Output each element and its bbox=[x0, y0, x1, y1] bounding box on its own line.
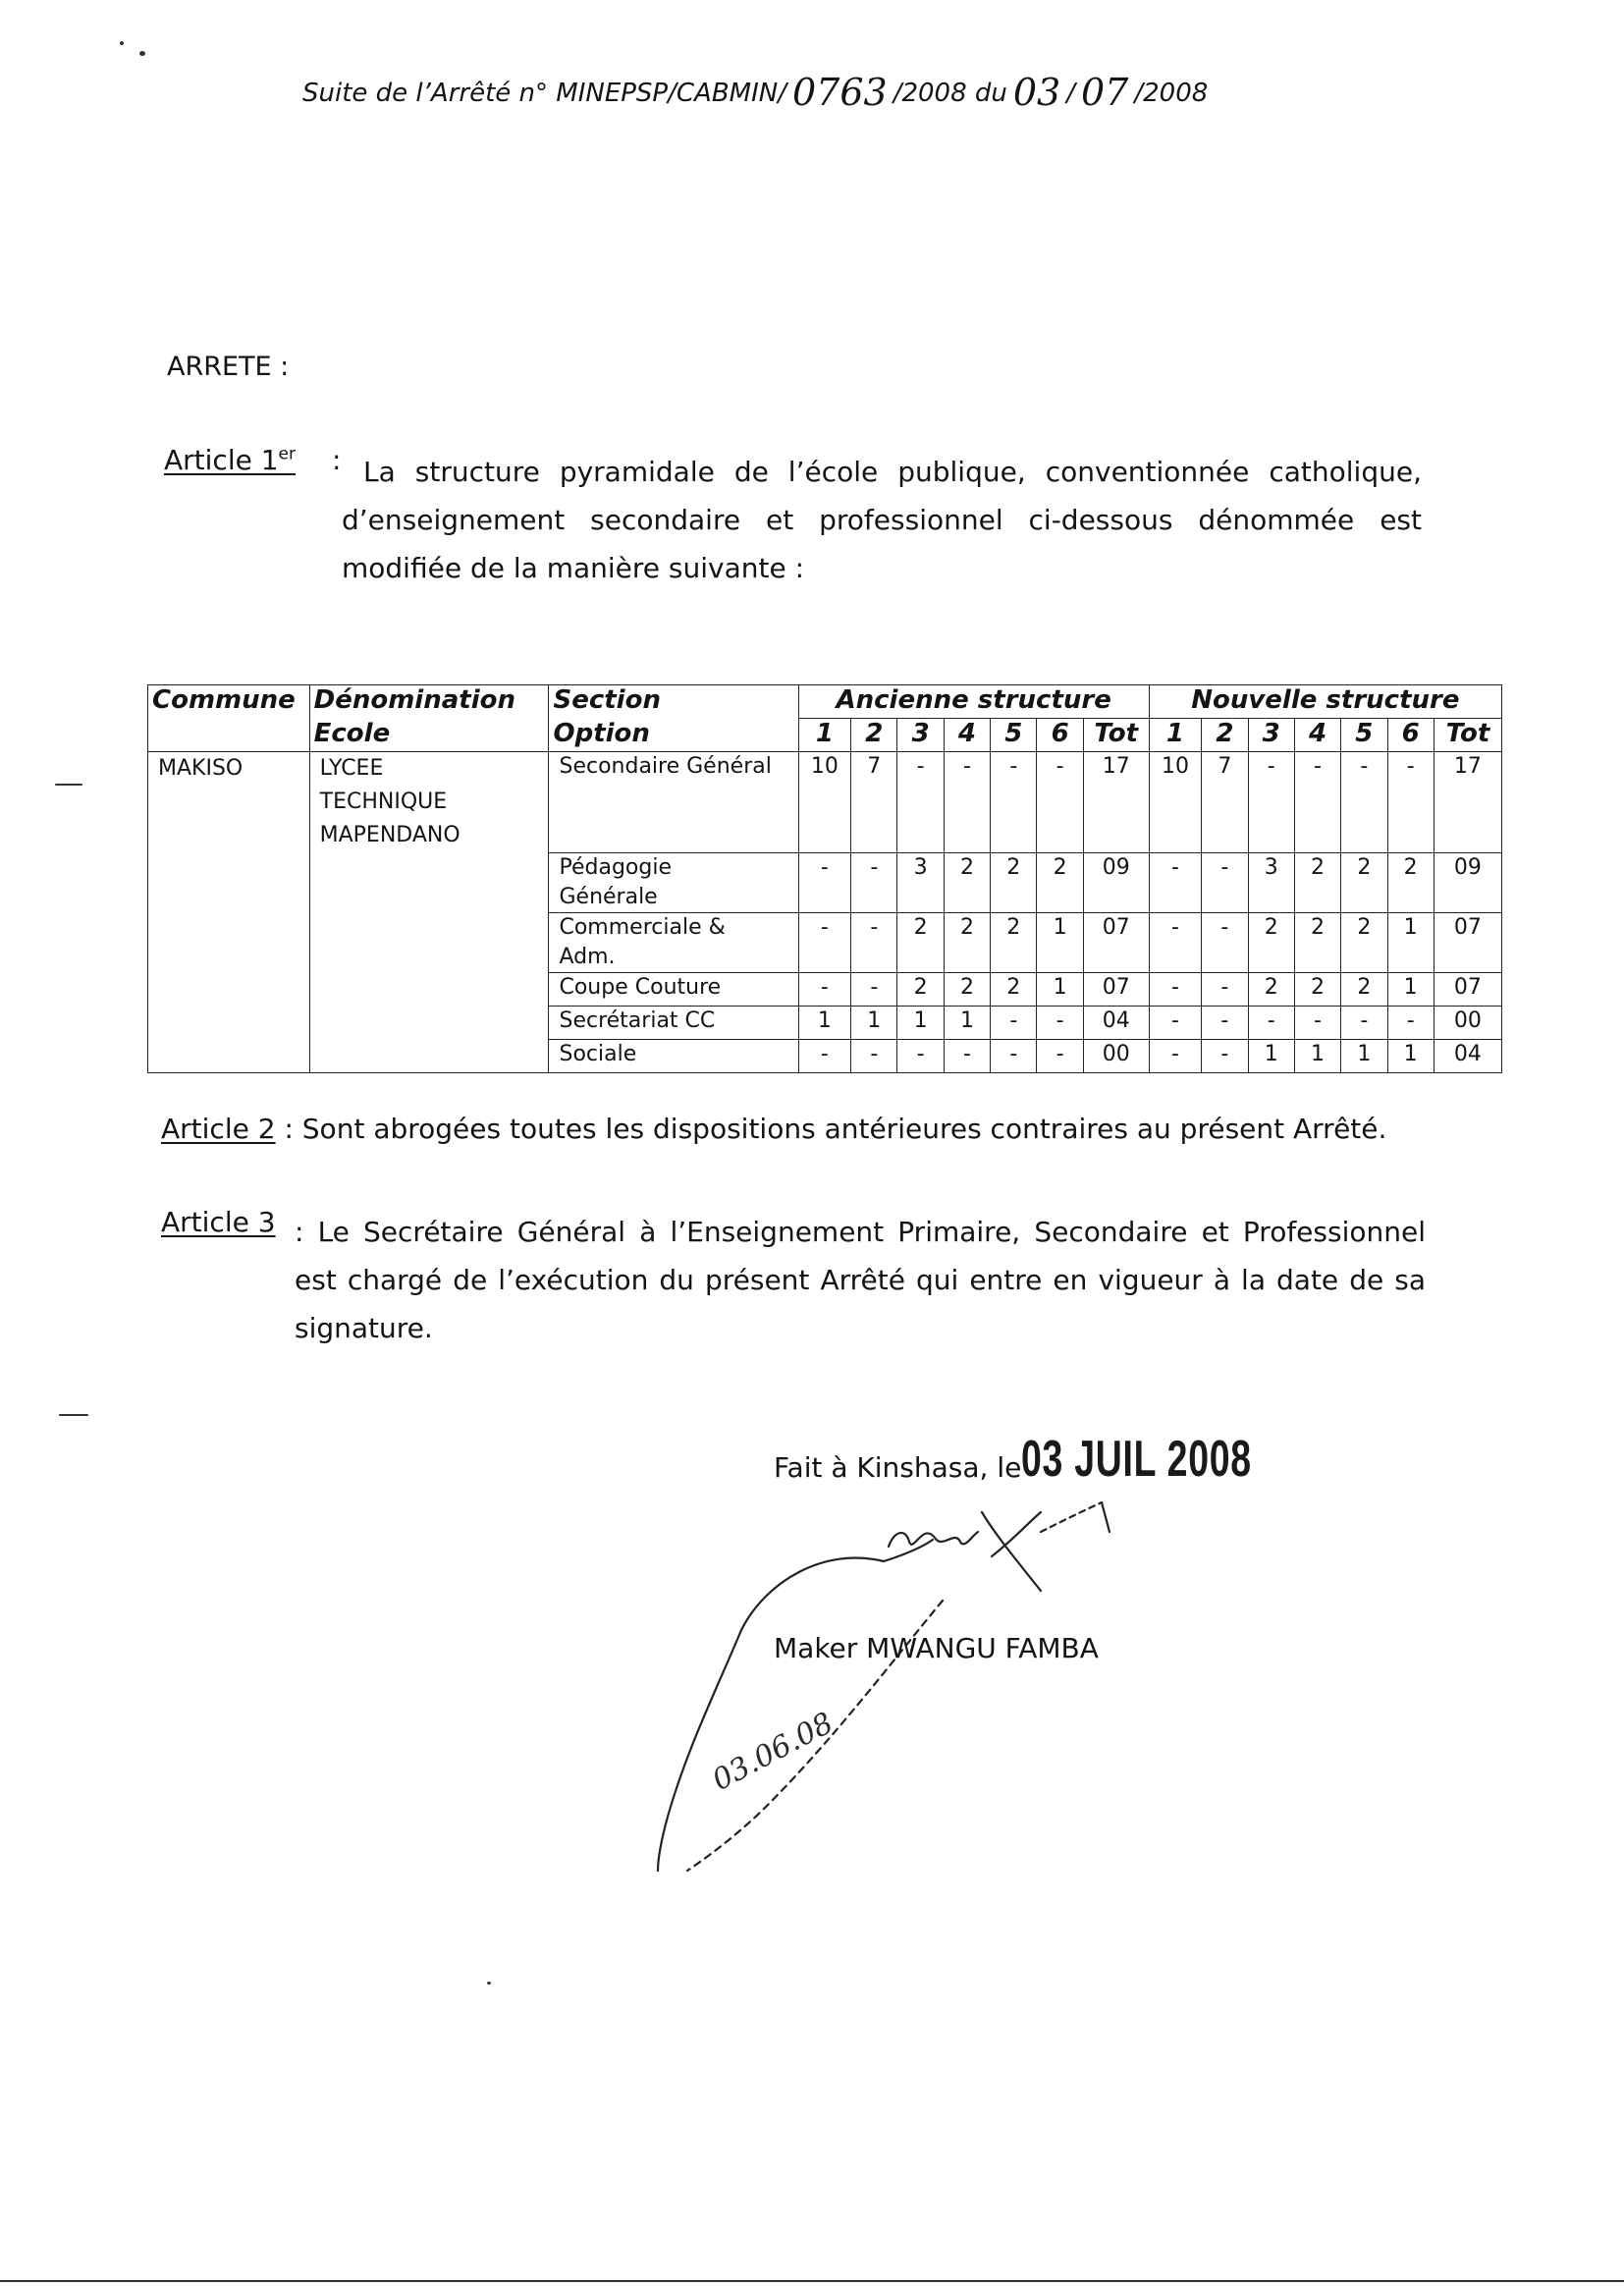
section-line: Pédagogie bbox=[559, 854, 672, 880]
value-cell: - bbox=[1149, 972, 1202, 1006]
value-cell: 1 bbox=[1037, 972, 1083, 1006]
header-col: 6 bbox=[1037, 719, 1083, 752]
value-cell: - bbox=[1202, 972, 1248, 1006]
header-ancienne-structure: Ancienne structure bbox=[798, 685, 1149, 719]
section-cell bbox=[549, 972, 798, 1006]
header-prefix: Suite de l’Arrêté n° MINEPSP/CABMIN/ bbox=[302, 79, 786, 108]
value-cell: 2 bbox=[944, 912, 990, 972]
value-cell: 7 bbox=[1202, 752, 1248, 853]
header-col: 3 bbox=[897, 719, 944, 752]
section-line: Secondaire Général bbox=[559, 754, 772, 779]
value-cell: 1 bbox=[1037, 912, 1083, 972]
table-header-row bbox=[148, 685, 1502, 719]
section-line: Secrétariat CC bbox=[559, 1007, 716, 1033]
value-cell: - bbox=[991, 752, 1037, 853]
ecole-cell bbox=[309, 1006, 549, 1039]
value-cell: 3 bbox=[1248, 852, 1294, 912]
value-cell: 1 bbox=[851, 1006, 897, 1039]
commune-cell bbox=[148, 1006, 310, 1039]
date-stamp: 03 JUIL 2008 bbox=[1021, 1431, 1252, 1488]
value-cell: 2 bbox=[1294, 852, 1340, 912]
value-cell: 1 bbox=[1341, 1039, 1387, 1072]
header-col: 4 bbox=[1294, 719, 1340, 752]
signature-scribble-icon bbox=[648, 1493, 1159, 1905]
value-cell: 00 bbox=[1434, 1006, 1501, 1039]
section-line: Sociale bbox=[559, 1041, 637, 1066]
value-cell: - bbox=[944, 752, 990, 853]
table-body bbox=[148, 752, 1502, 1073]
section-cell bbox=[549, 912, 798, 972]
header-col: 2 bbox=[851, 719, 897, 752]
header-col: 1 bbox=[798, 719, 851, 752]
value-cell: 3 bbox=[897, 852, 944, 912]
value-cell: 17 bbox=[1083, 752, 1149, 853]
value-cell: 1 bbox=[944, 1006, 990, 1039]
value-cell: 07 bbox=[1083, 972, 1149, 1006]
value-cell: - bbox=[798, 852, 851, 912]
header-nouvelle-structure: Nouvelle structure bbox=[1149, 685, 1501, 719]
value-cell: 00 bbox=[1083, 1039, 1149, 1072]
header-col: 4 bbox=[944, 719, 990, 752]
value-cell: - bbox=[851, 972, 897, 1006]
value-cell: - bbox=[1037, 1006, 1083, 1039]
header-denomination: Dénomination bbox=[309, 685, 549, 719]
value-cell: 1 bbox=[1387, 1039, 1434, 1072]
article1-text: La structure pyramidale de l’école publique, conventionnée catholique, d’enseignement secondaire et professionnel ci-dessous dénommée est modifiée de la manière suivante : bbox=[342, 456, 1422, 584]
value-cell: 2 bbox=[1341, 852, 1387, 912]
header-day: 03 bbox=[1012, 71, 1061, 114]
value-cell: 1 bbox=[1294, 1039, 1340, 1072]
value-cell: - bbox=[944, 1039, 990, 1072]
article1-colon: : bbox=[332, 444, 342, 476]
section-cell bbox=[549, 852, 798, 912]
article1-label bbox=[164, 444, 296, 476]
header-year: /2008 bbox=[1134, 79, 1209, 108]
header-col: 2 bbox=[1202, 719, 1248, 752]
value-cell: - bbox=[1202, 912, 1248, 972]
header-sep: / bbox=[1066, 79, 1075, 108]
value-cell: 2 bbox=[1037, 852, 1083, 912]
article1-label-text: Article 1 bbox=[164, 444, 279, 476]
value-cell: 2 bbox=[1294, 972, 1340, 1006]
value-cell: 07 bbox=[1434, 972, 1501, 1006]
value-cell: 04 bbox=[1434, 1039, 1501, 1072]
arrete-heading: ARRETE : bbox=[167, 352, 290, 382]
value-cell: 04 bbox=[1083, 1006, 1149, 1039]
value-cell: 2 bbox=[897, 912, 944, 972]
ecole-cell bbox=[309, 852, 549, 912]
scan-speck bbox=[487, 1982, 491, 1985]
value-cell: 1 bbox=[1387, 912, 1434, 972]
header-col: Tot bbox=[1434, 719, 1501, 752]
value-cell: - bbox=[851, 852, 897, 912]
value-cell: - bbox=[991, 1006, 1037, 1039]
commune-cell bbox=[148, 1039, 310, 1072]
value-cell: 2 bbox=[1341, 912, 1387, 972]
section-line: Adm. bbox=[559, 944, 616, 969]
value-cell: - bbox=[851, 912, 897, 972]
page-bottom-rule bbox=[0, 2280, 1624, 2282]
value-cell: 1 bbox=[798, 1006, 851, 1039]
header-commune-cont bbox=[148, 719, 310, 752]
value-cell: 07 bbox=[1434, 912, 1501, 972]
commune-cell: MAKISO bbox=[148, 752, 310, 853]
value-cell: - bbox=[798, 972, 851, 1006]
value-cell: 2 bbox=[1387, 852, 1434, 912]
header-reference bbox=[302, 71, 1208, 114]
header-section: Section bbox=[549, 685, 798, 719]
value-cell: 2 bbox=[1248, 972, 1294, 1006]
table-subheader-row bbox=[148, 719, 1502, 752]
scan-speck bbox=[139, 51, 145, 56]
value-cell: 2 bbox=[944, 972, 990, 1006]
scan-speck bbox=[55, 784, 82, 786]
table-row bbox=[148, 1006, 1502, 1039]
value-cell: - bbox=[1149, 1039, 1202, 1072]
value-cell: - bbox=[1037, 752, 1083, 853]
value-cell: 17 bbox=[1434, 752, 1501, 853]
value-cell: - bbox=[1341, 1006, 1387, 1039]
header-col: 5 bbox=[991, 719, 1037, 752]
value-cell: - bbox=[851, 1039, 897, 1072]
signature-date: 03.06.08 bbox=[707, 1706, 839, 1798]
header-number: 0763 bbox=[791, 71, 888, 114]
value-cell: - bbox=[1202, 1006, 1248, 1039]
value-cell: 7 bbox=[851, 752, 897, 853]
ecole-cell bbox=[309, 752, 549, 853]
scan-speck bbox=[120, 41, 124, 45]
header-col: 1 bbox=[1149, 719, 1202, 752]
header-month: 07 bbox=[1081, 71, 1129, 114]
value-cell: - bbox=[1202, 852, 1248, 912]
value-cell: - bbox=[897, 752, 944, 853]
ecole-line: TECHNIQUE bbox=[319, 789, 448, 814]
commune-cell bbox=[148, 912, 310, 972]
header-col: 6 bbox=[1387, 719, 1434, 752]
ecole-cell bbox=[309, 1039, 549, 1072]
article3-label: Article 3 bbox=[161, 1206, 276, 1238]
value-cell: 1 bbox=[1387, 972, 1434, 1006]
value-cell: 09 bbox=[1434, 852, 1501, 912]
scan-speck bbox=[59, 1414, 88, 1416]
table-row bbox=[148, 752, 1502, 853]
value-cell: 1 bbox=[1248, 1039, 1294, 1072]
value-cell: 2 bbox=[944, 852, 990, 912]
value-cell: - bbox=[1248, 1006, 1294, 1039]
section-line: Générale bbox=[559, 884, 658, 909]
value-cell: - bbox=[1037, 1039, 1083, 1072]
section-cell bbox=[549, 1006, 798, 1039]
article3-text: : Le Secrétaire Général à l’Enseignement Primaire, Secondaire et Professionnel est chargé de l’exécution du présent Arrêté qui entre en vigueur à la date de sa signature. bbox=[295, 1216, 1426, 1344]
value-cell: - bbox=[1202, 1039, 1248, 1072]
value-cell: 09 bbox=[1083, 852, 1149, 912]
section-cell bbox=[549, 752, 798, 853]
header-commune: Commune bbox=[148, 685, 310, 719]
value-cell: - bbox=[1149, 912, 1202, 972]
ecole-cell bbox=[309, 912, 549, 972]
commune-cell bbox=[148, 852, 310, 912]
value-cell: 2 bbox=[1248, 912, 1294, 972]
header-mid: /2008 du bbox=[893, 79, 1007, 108]
value-cell: - bbox=[798, 1039, 851, 1072]
ecole-line: LYCEE bbox=[319, 756, 384, 781]
section-line: Coupe Couture bbox=[559, 974, 722, 1000]
value-cell: 10 bbox=[798, 752, 851, 853]
place-and-date: Fait à Kinshasa, le bbox=[774, 1451, 1022, 1484]
value-cell: 2 bbox=[991, 912, 1037, 972]
article1-label-sup: er bbox=[278, 444, 296, 464]
table-row bbox=[148, 1039, 1502, 1072]
header-ecole: Ecole bbox=[309, 719, 549, 752]
header-col: 5 bbox=[1341, 719, 1387, 752]
table-row bbox=[148, 912, 1502, 972]
value-cell: - bbox=[1149, 1006, 1202, 1039]
commune-cell bbox=[148, 972, 310, 1006]
value-cell: - bbox=[897, 1039, 944, 1072]
section-cell bbox=[549, 1039, 798, 1072]
header-option: Option bbox=[549, 719, 798, 752]
section-line: Commerciale & bbox=[559, 914, 726, 940]
article2-text: : Sont abrogées toutes les dispositions antérieures contraires au présent Arrêté. bbox=[284, 1113, 1387, 1145]
value-cell: 2 bbox=[991, 972, 1037, 1006]
article2 bbox=[161, 1113, 1386, 1145]
value-cell: 10 bbox=[1149, 752, 1202, 853]
value-cell: - bbox=[798, 912, 851, 972]
value-cell: - bbox=[1294, 1006, 1340, 1039]
header-col: 3 bbox=[1248, 719, 1294, 752]
value-cell: 07 bbox=[1083, 912, 1149, 972]
value-cell: - bbox=[1248, 752, 1294, 853]
signatory-name: Maker MWANGU FAMBA bbox=[774, 1632, 1099, 1664]
value-cell: - bbox=[1341, 752, 1387, 853]
value-cell: 2 bbox=[897, 972, 944, 1006]
value-cell: - bbox=[1294, 752, 1340, 853]
value-cell: 2 bbox=[991, 852, 1037, 912]
value-cell: - bbox=[991, 1039, 1037, 1072]
header-col: Tot bbox=[1083, 719, 1149, 752]
value-cell: - bbox=[1149, 852, 1202, 912]
article2-label: Article 2 bbox=[161, 1113, 276, 1145]
value-cell: 1 bbox=[897, 1006, 944, 1039]
table-row bbox=[148, 972, 1502, 1006]
value-cell: - bbox=[1387, 752, 1434, 853]
ecole-cell bbox=[309, 972, 549, 1006]
value-cell: 2 bbox=[1341, 972, 1387, 1006]
value-cell: 2 bbox=[1294, 912, 1340, 972]
table-row bbox=[148, 852, 1502, 912]
structure-table bbox=[147, 684, 1502, 1073]
ecole-line: MAPENDANO bbox=[319, 823, 460, 847]
value-cell: - bbox=[1387, 1006, 1434, 1039]
